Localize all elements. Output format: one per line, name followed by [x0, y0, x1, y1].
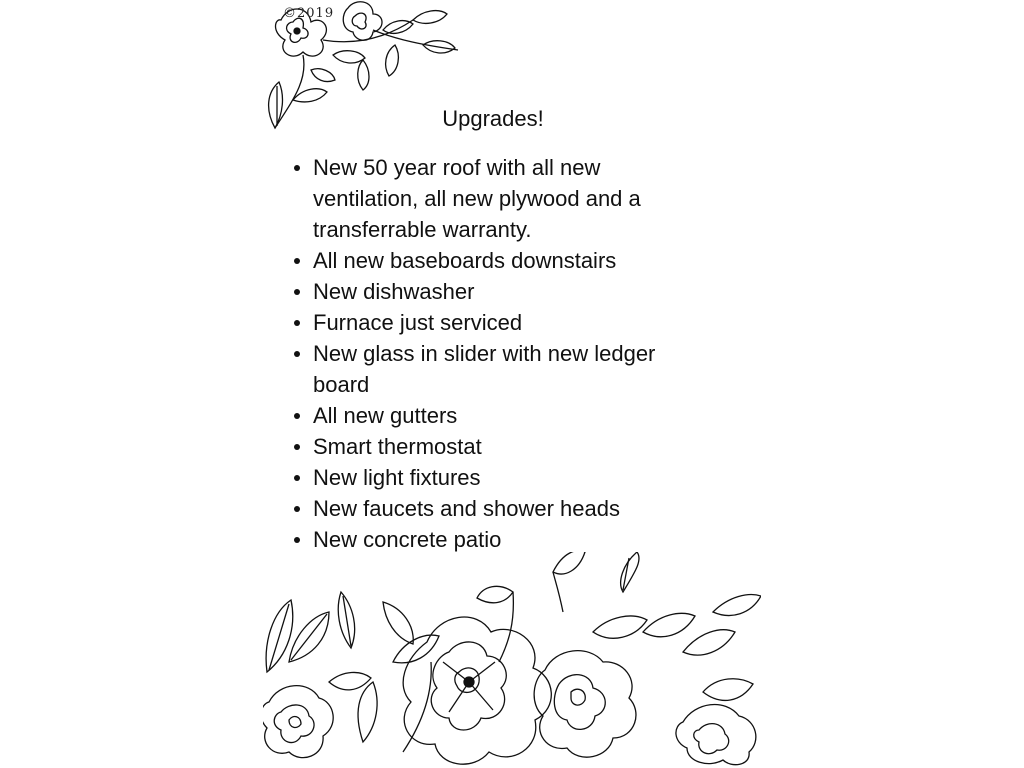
list-item: New 50 year roof with all new ventilation, all new plywood and a transferrable warranty. [291, 152, 711, 245]
upgrades-list [291, 152, 711, 555]
list-item: New concrete patio [291, 524, 711, 555]
list-item: All new gutters [291, 400, 711, 431]
floral-border-decoration [263, 552, 761, 768]
list-item: All new baseboards downstairs [291, 245, 711, 276]
list-item: Furnace just serviced [291, 307, 711, 338]
watermark-text: ©2019 [283, 6, 335, 21]
list-item: New glass in slider with new ledger board [291, 338, 711, 400]
list-item: New dishwasher [291, 276, 711, 307]
list-item: New light fixtures [291, 462, 711, 493]
flyer-page [263, 0, 761, 768]
list-item: Smart thermostat [291, 431, 711, 462]
page-title: Upgrades! [442, 105, 544, 131]
list-item: New faucets and shower heads [291, 493, 711, 524]
